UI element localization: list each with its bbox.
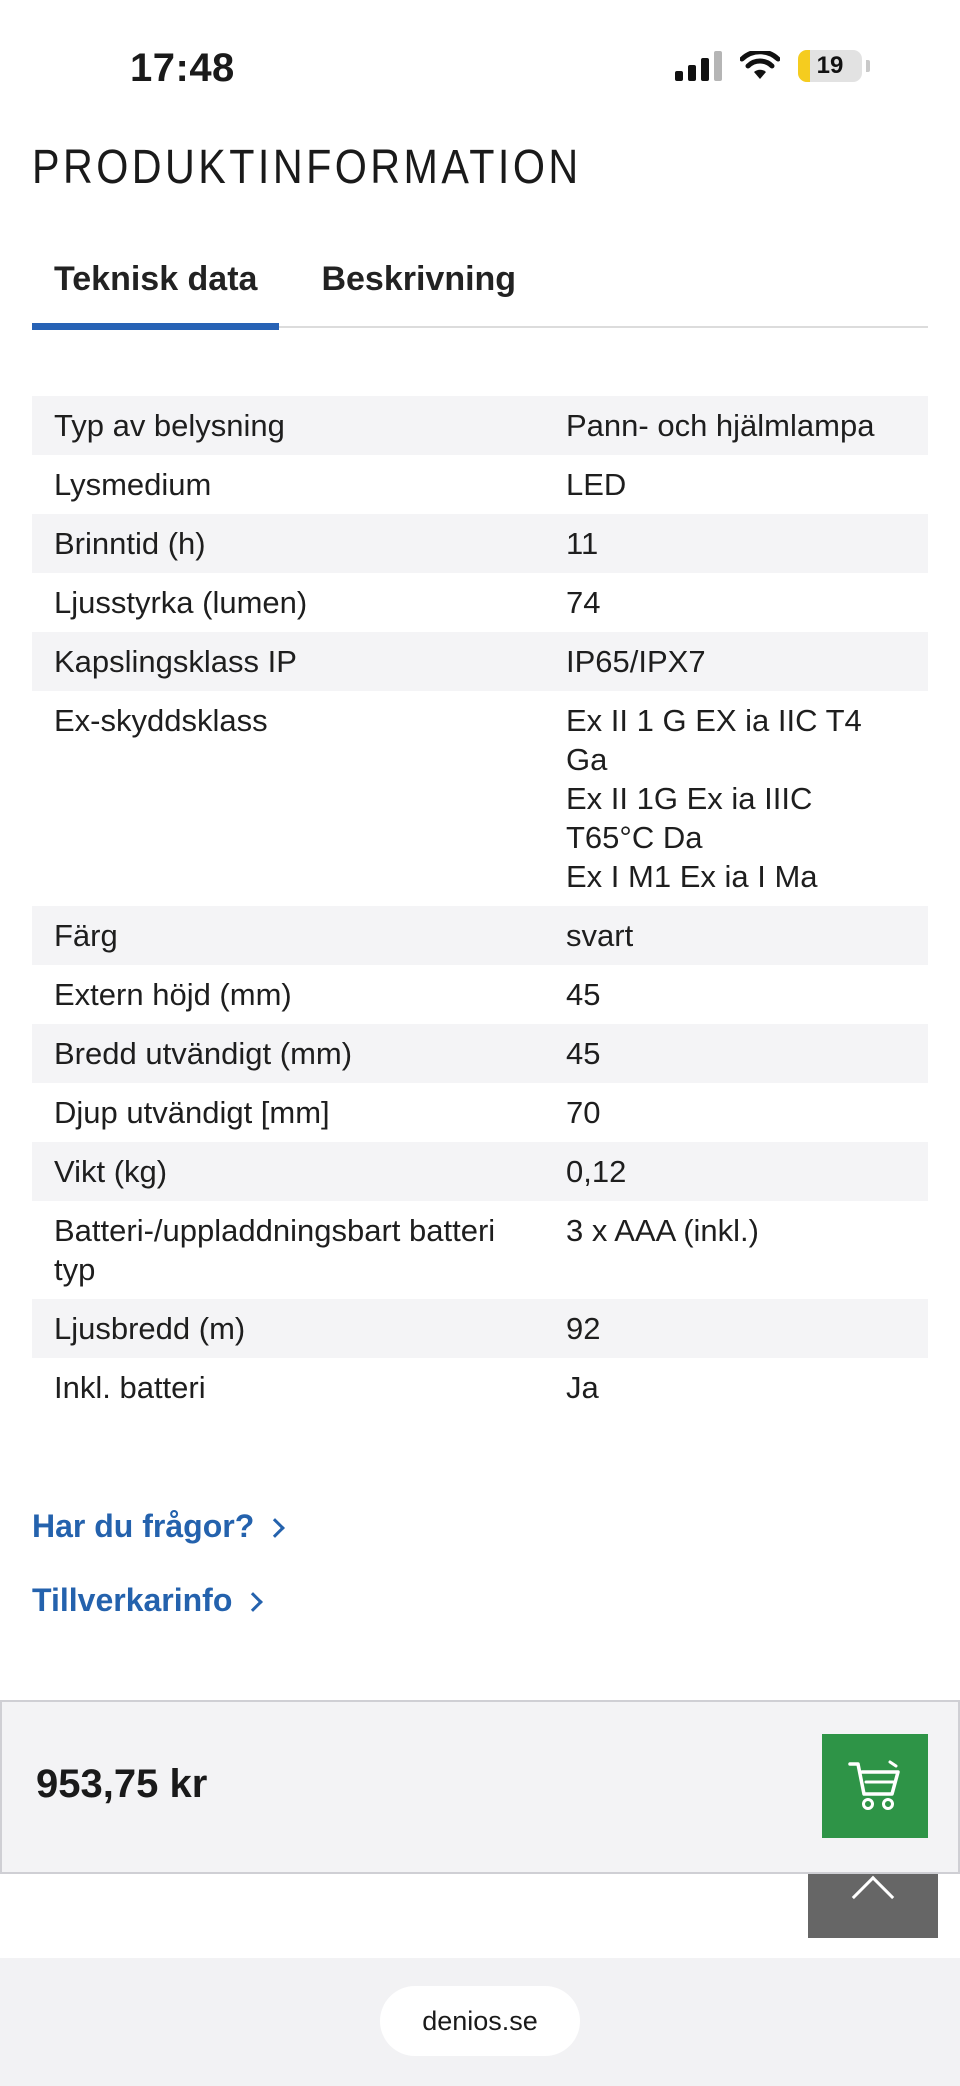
scroll-to-top-button[interactable] [808, 1874, 938, 1938]
spec-label: Lysmedium [54, 467, 212, 502]
manufacturer-info-link-label: Tillverkarinfo [32, 1582, 233, 1618]
spec-value-line: Ex I M1 Ex ia I Ma [566, 859, 818, 894]
battery-cap [866, 60, 870, 72]
questions-link[interactable] [32, 1508, 282, 1545]
spec-label: Kapslingsklass IP [54, 644, 297, 679]
spec-value [544, 455, 928, 514]
battery-level: 19 [816, 52, 844, 79]
spec-value-line: 0,12 [566, 1154, 627, 1189]
shopping-cart-icon [846, 1758, 904, 1814]
spec-value-line: Pann- och hjälmlampa [566, 408, 875, 443]
spec-row [32, 965, 928, 1024]
spec-row [32, 455, 928, 514]
spec-label: Ljusbredd (m) [54, 1311, 246, 1346]
chevron-up-icon [852, 1876, 894, 1918]
spec-value [544, 1024, 928, 1083]
spec-row [32, 1024, 928, 1083]
spec-value-line: 92 [566, 1311, 601, 1346]
price: 953,75 kr [36, 1762, 208, 1806]
spec-value-line: Ja [566, 1370, 599, 1405]
spec-row [32, 1142, 928, 1201]
price-bar [0, 1700, 960, 1874]
spec-label: Vikt (kg) [54, 1154, 168, 1189]
spec-row [32, 1083, 928, 1142]
spec-value-line: 70 [566, 1095, 601, 1130]
spec-value-line: Ex II 1 G EX ia IIC T4 Ga [566, 703, 862, 777]
address-bar[interactable]: denios.se [380, 1986, 580, 2056]
battery-icon [798, 50, 862, 82]
spec-value [544, 1358, 928, 1417]
spec-value-line: svart [566, 918, 634, 953]
questions-link-label: Har du frågor? [32, 1508, 255, 1544]
spec-row [32, 514, 928, 573]
spec-label: Djup utvändigt [mm] [54, 1095, 330, 1130]
spec-value [544, 691, 928, 906]
spec-value [544, 396, 928, 455]
cellular-signal-icon [675, 51, 722, 81]
spec-label: Brinntid (h) [54, 526, 206, 561]
status-time: 17:48 [130, 46, 235, 90]
add-to-cart-button[interactable] [822, 1734, 928, 1838]
spec-value [544, 1299, 928, 1358]
spec-row [32, 632, 928, 691]
spec-label: Ex-skyddsklass [54, 703, 268, 738]
spec-row [32, 396, 928, 455]
spec-value-line: Ex II 1G Ex ia IIIC T65°C Da [566, 781, 813, 855]
spec-value-line: LED [566, 467, 627, 502]
spec-value [544, 514, 928, 573]
spec-row [32, 906, 928, 965]
tab-bar [32, 250, 928, 328]
spec-row [32, 691, 928, 906]
spec-value-line: 74 [566, 585, 601, 620]
spec-value-line: 3 x AAA (inkl.) [566, 1213, 759, 1248]
spec-label: Batteri-/uppladdningsbart batteri typ [54, 1213, 496, 1287]
spec-table [32, 396, 928, 1417]
spec-value [544, 1201, 928, 1299]
browser-bottom-bar [0, 1958, 960, 2086]
spec-label: Inkl. batteri [54, 1370, 206, 1405]
spec-value [544, 965, 928, 1024]
spec-value-line: IP65/IPX7 [566, 644, 706, 679]
status-icons [675, 50, 870, 82]
spec-value [544, 906, 928, 965]
chevron-right-icon [265, 1518, 285, 1538]
tab-beskrivning[interactable]: Beskrivning [321, 260, 517, 298]
spec-label: Färg [54, 918, 118, 953]
spec-row [32, 1358, 928, 1417]
spec-row [32, 1201, 928, 1299]
spec-label: Extern höjd (mm) [54, 977, 292, 1012]
chevron-right-icon [243, 1592, 263, 1612]
manufacturer-info-link[interactable] [32, 1582, 260, 1619]
spec-value [544, 1083, 928, 1142]
status-bar [0, 0, 960, 140]
spec-row [32, 573, 928, 632]
spec-row [32, 1299, 928, 1358]
spec-value [544, 632, 928, 691]
spec-label: Bredd utvändigt (mm) [54, 1036, 353, 1071]
spec-value-line: 11 [566, 526, 599, 561]
spec-value [544, 573, 928, 632]
spec-label: Ljusstyrka (lumen) [54, 585, 308, 620]
spec-label: Typ av belysning [54, 408, 285, 443]
page-title: PRODUKTINFORMATION [32, 141, 582, 194]
spec-value [544, 1142, 928, 1201]
spec-value-line: 45 [566, 977, 601, 1012]
wifi-icon [740, 51, 780, 81]
battery-fill [798, 50, 810, 82]
tab-teknisk-data[interactable]: Teknisk data [32, 250, 279, 328]
spec-value-line: 45 [566, 1036, 601, 1071]
